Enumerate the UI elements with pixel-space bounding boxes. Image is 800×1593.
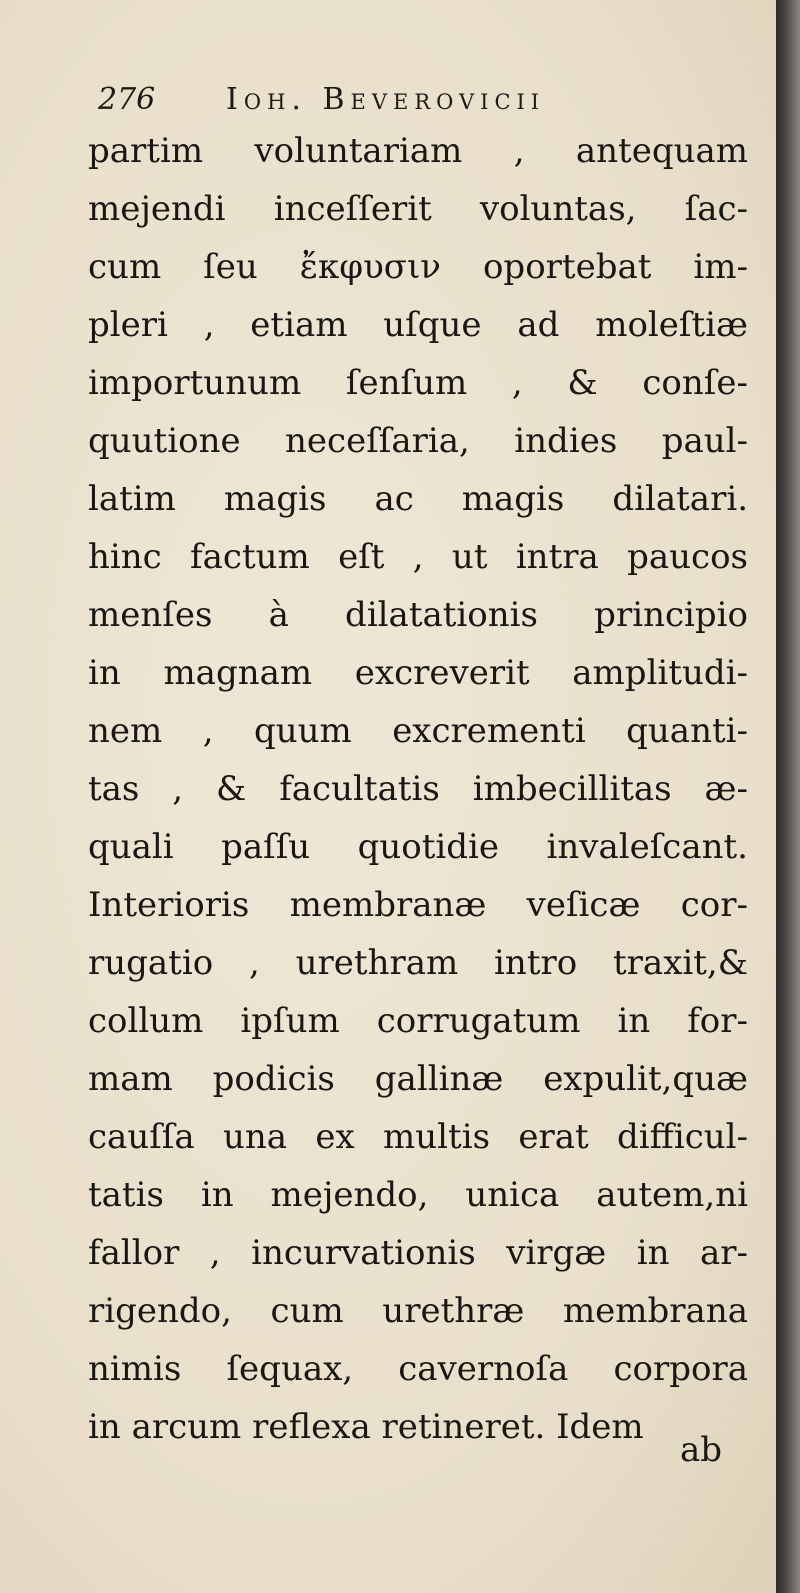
text-line: nimis ſequax, cavernoſa corpora — [88, 1349, 748, 1389]
text-line: fallor , incurvationis virgæ in ar- — [88, 1233, 748, 1273]
text-line: mejendi inceſſerit voluntas, ſac- — [88, 189, 748, 229]
text-line: rugatio , urethram intro traxit,& — [88, 943, 748, 983]
text-line: quali paſſu quotidie invaleſcant. — [88, 827, 748, 867]
text-line: partim voluntariam , antequam — [88, 131, 748, 171]
text-line: nem , quum excrementi quanti- — [88, 711, 748, 751]
text-line: menſes à dilatationis principio — [88, 595, 748, 635]
text-line: quutione neceſſaria, indies paul- — [88, 421, 748, 461]
text-line: cauſſa una ex multis erat difficul- — [88, 1117, 748, 1157]
text-line: collum ipſum corrugatum in for- — [88, 1001, 748, 1041]
text-line: pleri , etiam uſque ad moleſtiæ — [88, 305, 748, 345]
page-gutter-shadow — [776, 0, 800, 1593]
text-line: in arcum reflexa retineret. Idem — [88, 1407, 644, 1447]
text-line: rigendo, cum urethræ membrana — [88, 1291, 748, 1331]
text-line: tatis in mejendo, unica autem,ni — [88, 1175, 748, 1215]
running-head: Ioh. Beverovicii — [226, 82, 546, 117]
text-line: in magnam excreverit amplitudi- — [88, 653, 748, 693]
text-line: mam podicis gallinæ expulit,quæ — [88, 1059, 748, 1099]
text-line: latim magis ac magis dilatari. — [88, 479, 748, 519]
text-line: importunum ſenſum , & conſe- — [88, 363, 748, 403]
catchword: ab — [680, 1430, 723, 1470]
text-line: tas , & facultatis imbecillitas æ- — [88, 769, 748, 809]
text-line: hinc factum eſt , ut intra paucos — [88, 537, 748, 577]
text-line: Interioris membranæ veſicæ cor- — [88, 885, 748, 925]
page-number: 276 — [98, 82, 156, 117]
body-text — [88, 122, 748, 1456]
text-line: cum ſeu ἔκφυσιν oportebat im- — [88, 247, 748, 287]
